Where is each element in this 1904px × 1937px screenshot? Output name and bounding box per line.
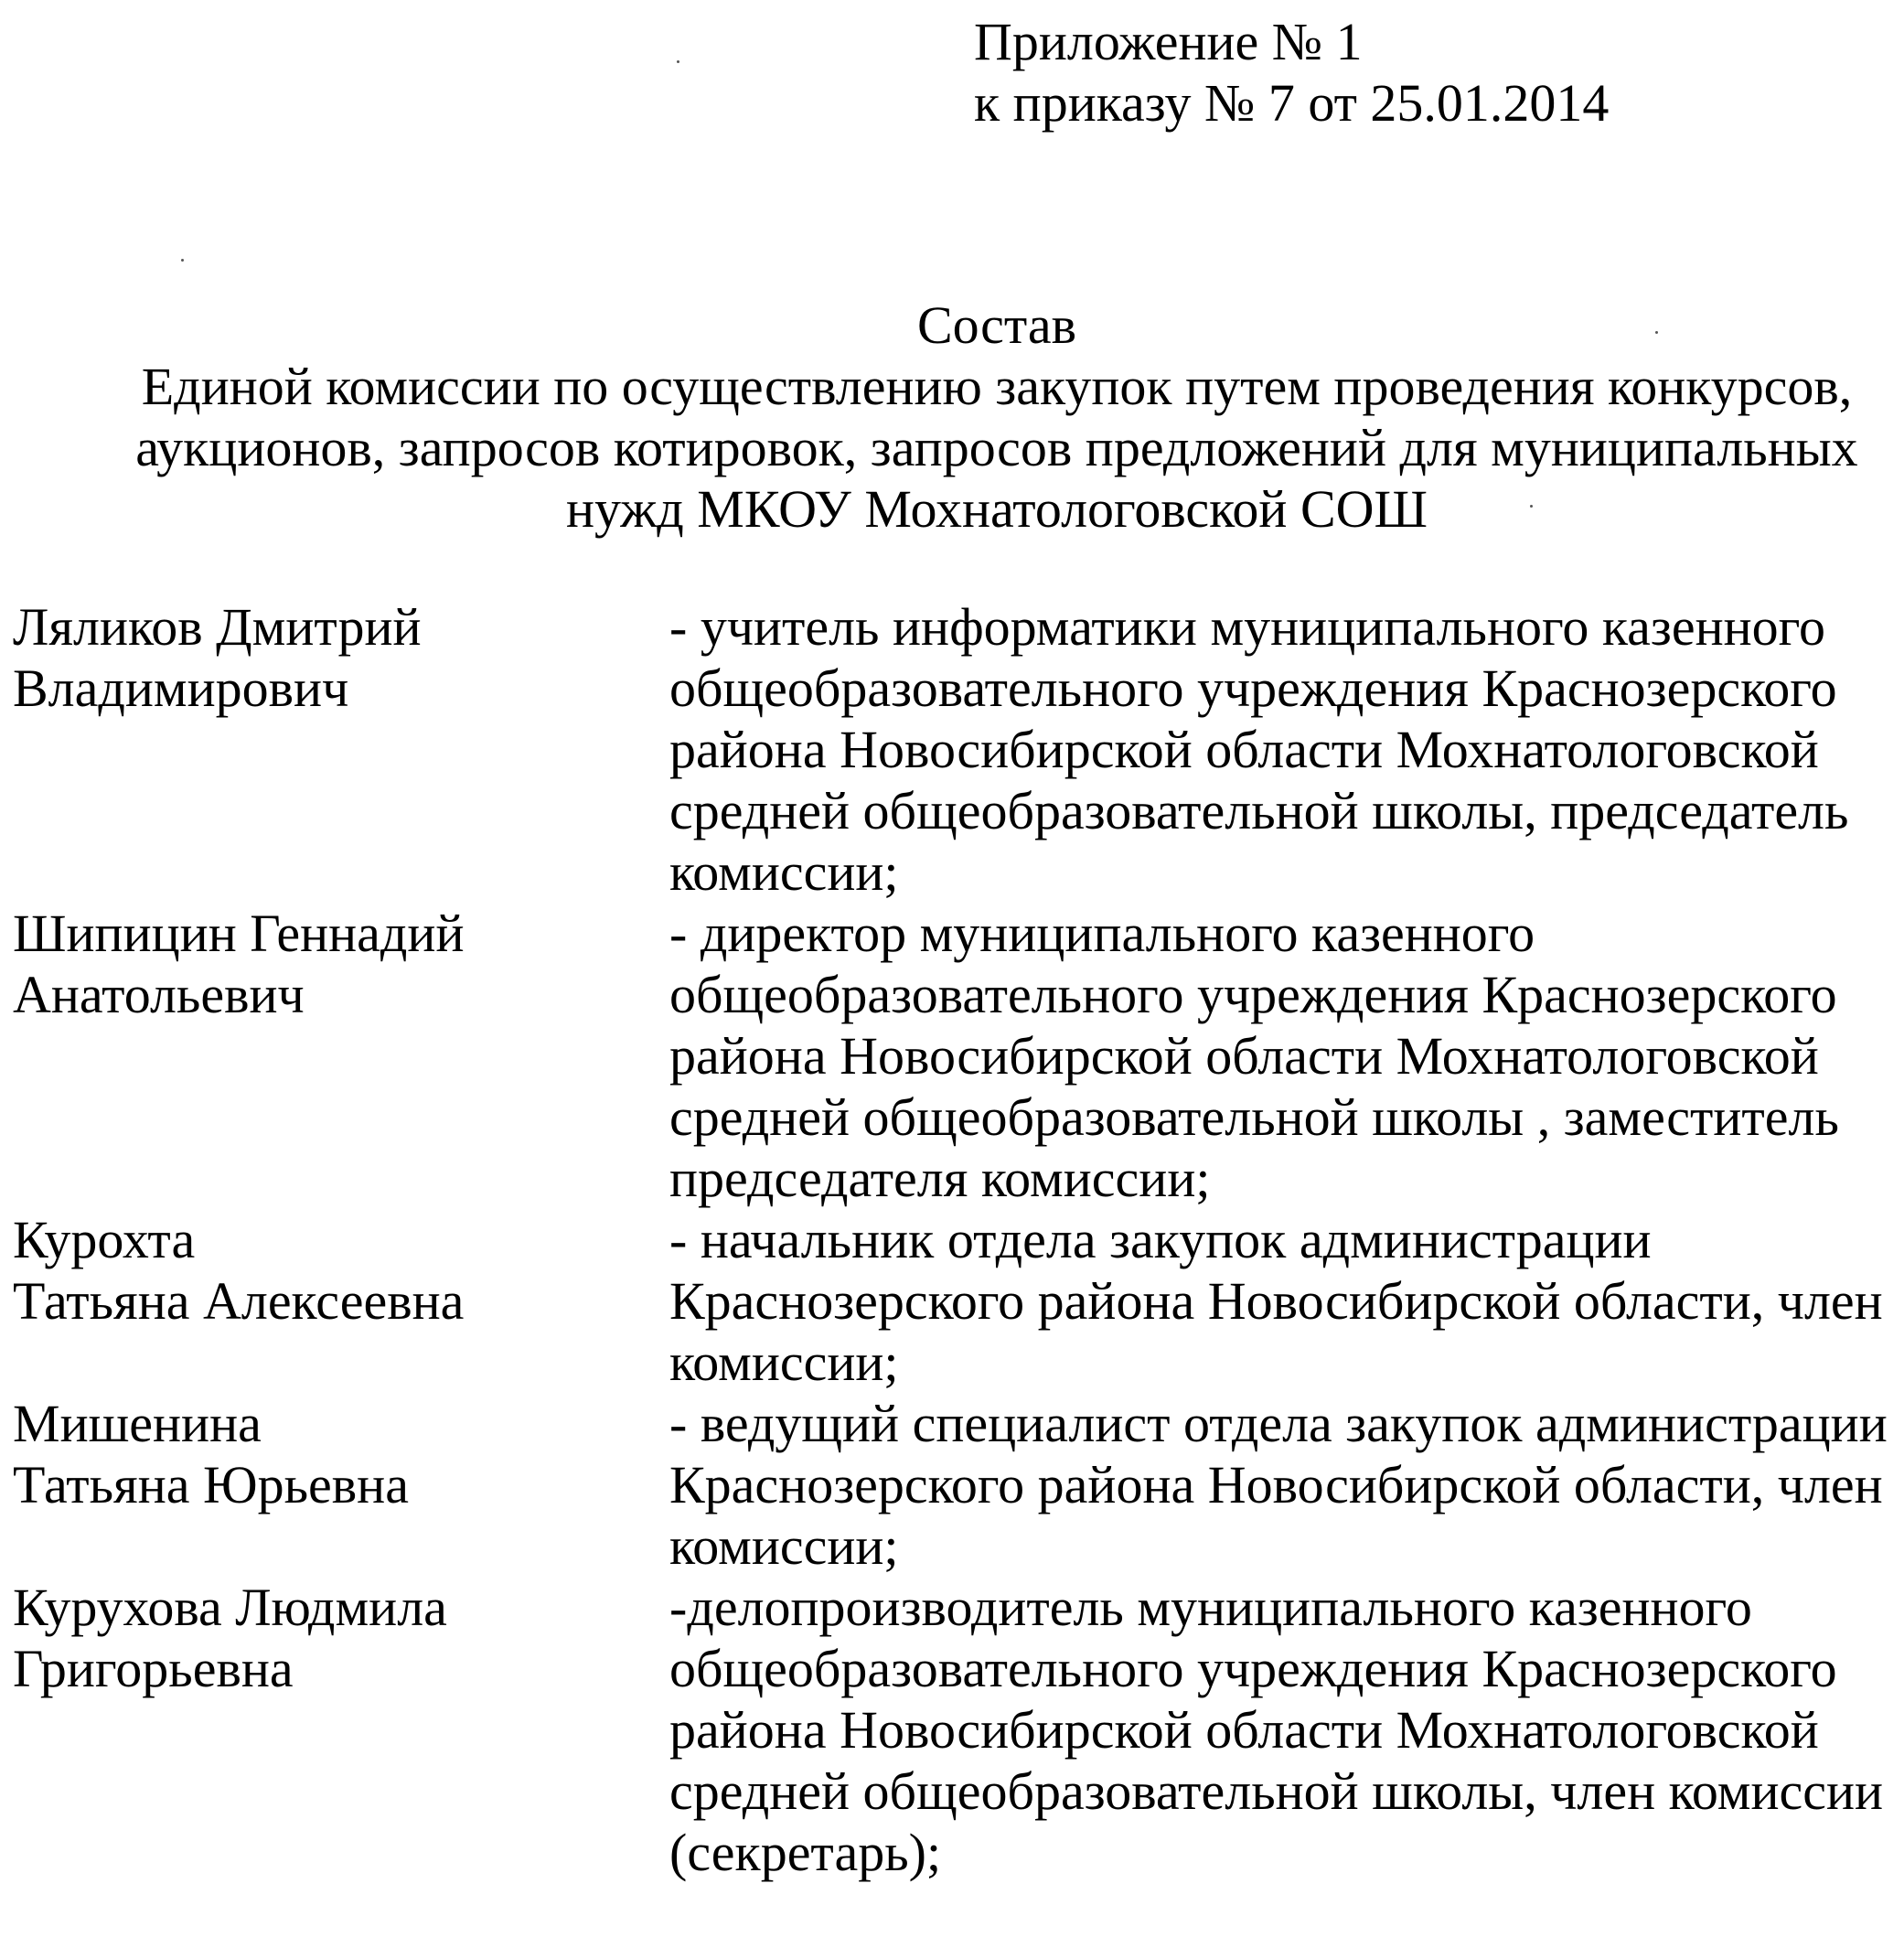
title-heading: Состав bbox=[916, 295, 1077, 355]
member-name-line: Мишенина bbox=[13, 1394, 262, 1453]
member-role-line: средней общеобразовательной школы , заместитель bbox=[669, 1087, 1839, 1147]
member-role-line: района Новосибирской области Мохнатологовской bbox=[669, 1026, 1819, 1086]
member-entry bbox=[13, 1577, 1897, 1883]
title-line: Единой комиссии по осуществлению закупок путем проведения конкурсов, bbox=[141, 357, 1853, 416]
title-line: аукционов, запросов котировок, запросов предложений для муниципальных bbox=[135, 418, 1858, 477]
scan-speck bbox=[181, 259, 184, 262]
member-name-line: Татьяна Алексеевна bbox=[13, 1271, 465, 1331]
member-role-line: комиссии; bbox=[669, 1332, 899, 1392]
member-role-line: - директор муниципального казенного bbox=[669, 904, 1535, 963]
member-name bbox=[13, 1393, 669, 1515]
member-name-line: Григорьевна bbox=[13, 1639, 294, 1698]
member-role-line: -делопроизводитель муниципального казенного bbox=[669, 1578, 1752, 1637]
member-name bbox=[13, 1577, 669, 1699]
member-name bbox=[13, 903, 669, 1025]
title-line: нужд МКОУ Мохнатологовской СОШ bbox=[565, 479, 1428, 539]
member-role bbox=[669, 1209, 1897, 1393]
member-role-line: комиссии; bbox=[669, 842, 899, 902]
member-role-line: председателя комиссии; bbox=[669, 1149, 1211, 1208]
member-role-line: района Новосибирской области Мохнатологовской bbox=[669, 720, 1819, 779]
member-role bbox=[669, 1393, 1897, 1577]
scan-speck bbox=[1655, 331, 1658, 334]
appendix-order-reference: к приказу № 7 от 25.01.2014 bbox=[974, 73, 1610, 133]
member-entry bbox=[13, 1209, 1897, 1393]
member-name bbox=[13, 1209, 669, 1332]
member-role-line: - ведущий специалист отдела закупок администрации bbox=[669, 1394, 1888, 1453]
member-role-line: (секретарь); bbox=[669, 1823, 942, 1882]
member-role bbox=[669, 1577, 1897, 1883]
member-name-line: Ляликов Дмитрий bbox=[13, 597, 422, 657]
member-role-line: - начальник отдела закупок администрации bbox=[669, 1210, 1652, 1269]
member-role-line: общеобразовательного учреждения Краснозерского bbox=[669, 1639, 1837, 1698]
member-role-line: Краснозерского района Новосибирской области, член bbox=[669, 1455, 1883, 1514]
member-role-line: средней общеобразовательной школы, председатель bbox=[669, 781, 1849, 840]
member-name-line: Курухова Людмила bbox=[13, 1578, 447, 1637]
scan-speck bbox=[1530, 505, 1533, 508]
member-role bbox=[669, 903, 1897, 1209]
member-name-line: Татьяна Юрьевна bbox=[13, 1455, 409, 1514]
member-name-line: Анатольевич bbox=[13, 965, 305, 1024]
member-role-line: общеобразовательного учреждения Краснозерского bbox=[669, 658, 1837, 718]
scan-speck bbox=[677, 60, 679, 63]
member-role-line: района Новосибирской области Мохнатологовской bbox=[669, 1700, 1819, 1760]
member-role-line: - учитель информатики муниципального казенного bbox=[669, 597, 1825, 657]
appendix-header bbox=[974, 11, 1609, 134]
member-role-line: общеобразовательного учреждения Краснозерского bbox=[669, 965, 1837, 1024]
member-name-line: Шипицин Геннадий bbox=[13, 904, 465, 963]
document-title bbox=[55, 294, 1904, 540]
member-role-line: комиссии; bbox=[669, 1516, 899, 1576]
member-entry bbox=[13, 903, 1897, 1209]
member-entry bbox=[13, 1393, 1897, 1577]
member-role-line: средней общеобразовательной школы, член комиссии bbox=[669, 1761, 1884, 1821]
member-name bbox=[13, 596, 669, 719]
member-role-line: Краснозерского района Новосибирской области, член bbox=[669, 1271, 1883, 1331]
member-name-line: Курохта bbox=[13, 1210, 196, 1269]
commission-members-list bbox=[13, 596, 1897, 1883]
member-role bbox=[669, 596, 1897, 903]
member-name-line: Владимирович bbox=[13, 658, 349, 718]
appendix-number: Приложение № 1 bbox=[974, 12, 1363, 71]
member-entry bbox=[13, 596, 1897, 903]
